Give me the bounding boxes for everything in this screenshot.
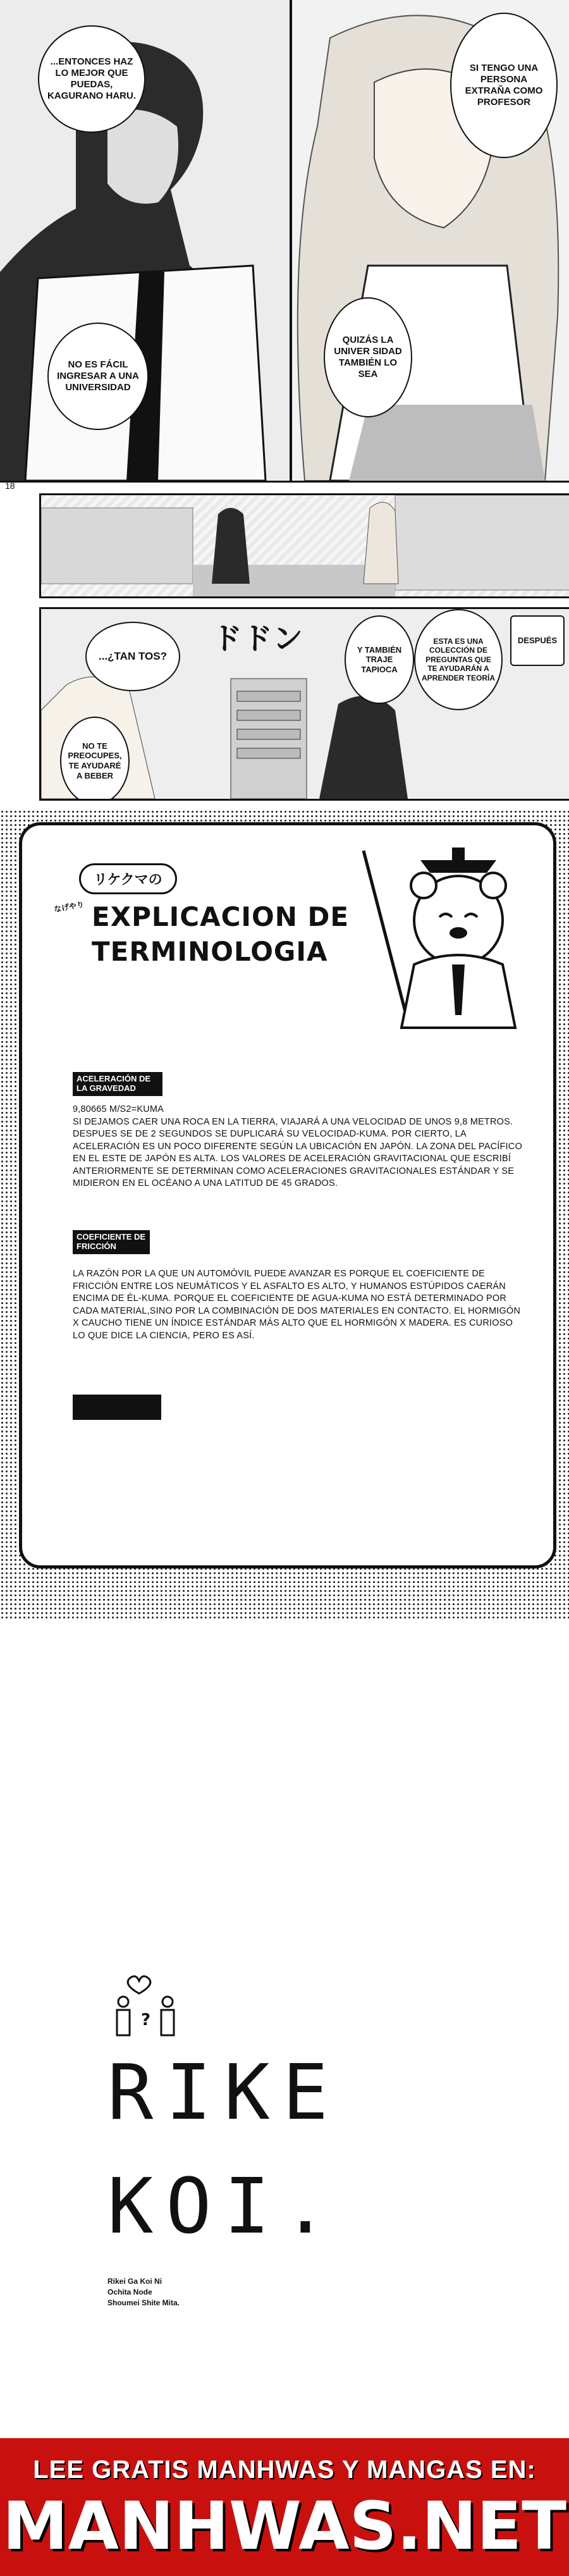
manga-panel-top-right (290, 0, 569, 483)
speech-bubble: DESPUÉS (510, 615, 565, 666)
manga-panel-top-left (0, 0, 291, 483)
promo-banner[interactable] (0, 2438, 569, 2576)
building-scene (41, 495, 569, 596)
logo-subtitle: Rikei Ga Koi Ni (107, 2277, 162, 2286)
glossary-badge: リケクマの (79, 863, 177, 894)
banner-site-link[interactable]: MANHWAS.NET (2, 2487, 567, 2565)
glossary-small-text: なげやり (53, 899, 85, 915)
speech-bubble: ...¿TAN TOS? (85, 622, 180, 691)
glossary-title-line1: EXPLICACION DE (92, 901, 350, 932)
logo-line1: RIKE (107, 2049, 341, 2137)
term-body-gravity: 9,80665 M/S2=KUMA SI DEJAMOS CAER UNA ROCA EN LA TIERRA, VIAJARÁ A UNA VELOCIDAD DE UNOS 9,8 METROS. DESPUES SE DE 2 SEGUNDOS SE DUPLICARÁ SU VELOCIDAD-KUMA. POR CIERTO, LA ACELERACIÓN ES UN POCO DIFERENTE SEGÚN LA UBICACIÓN EN JAPÓN. LA ZONA DEL PACÍFICO EN EL ESTE DE JAPÓN ES ALTA. LOS VALORES DE ACELERACIÓN GRAVITACIONAL QUE ESCRIBÍ ANTERIORMENTE SE DETERMINAN COMO ACELERACIONES GRAVITACIONALES ESTÁNDAR Y SE MIDIERON EN EL OCÉANO A UNA LATITUD DE 45 GRADOS. (73, 1104, 522, 1189)
logo-line2: KOI. (107, 2163, 341, 2251)
speech-bubble: SI TENGO UNA PERSONA EXTRAÑA COMO PROFESOR (450, 13, 558, 158)
speech-bubble: QUIZÁS LA UNIVER SIDAD TAMBIÉN LO SEA (324, 297, 412, 417)
manga-panel-wide-building (39, 493, 569, 598)
glossary-card (19, 822, 556, 1568)
speech-bubble: Y TAMBIÉN TRAJE TAPIOCA (345, 615, 414, 704)
speech-bubble: NO ES FÁCIL INGRESAR A UNA UNIVERSIDAD (47, 323, 149, 430)
speech-bubble: ESTA ES UNA COLECCIÓN DE PREGUNTAS QUE TE AYUDARÁN A APRENDER TEORÍA (414, 609, 503, 710)
speech-bubble: NO TE PREOCUPES, TE AYUDARÉ A BEBER (60, 717, 130, 801)
page-number: 18 (5, 481, 15, 491)
logo-subtitle: Ochita Node (107, 2288, 152, 2296)
sound-effect-text: ドドン (212, 621, 303, 656)
term-tag-friction: COEFICIENTE DE FRICCIÓN (73, 1230, 150, 1254)
speech-bubble: ...ENTONCES HAZ LO MEJOR QUE PUEDAS, KAGURANO HARU. (38, 25, 145, 133)
glossary-title-line2: TERMINOLOGIA (92, 936, 328, 967)
couple-icon (111, 1973, 187, 2037)
bear-mascot-icon (351, 838, 528, 1040)
svg-text:?: ? (141, 2011, 151, 2030)
term-body-friction: LA RAZÓN POR LA QUE UN AUTOMÓVIL PUEDE AVANZAR ES PORQUE EL COEFICIENTE DE FRICCIÓN ENTRE LOS NEUMÁTICOS Y EL ASFALTO ES ALTO, Y HUMANOS ESTÚPIDOS CAERÁN ENCIMA DE ÉL-KUMA. PORQUE EL COEFICIENTE DE AGUA-KUMA NO ESTÁ DETERMINADO POR CADA MATERIAL,SINO POR LA COMBINACIÓN DE DOS MATERIALES EN CONTACTO. EL HORMIGÓN X CAUCHO TIENE UN ÍNDICE ESTÁNDAR MÁS ALTO QUE EL HORMIGÓN X MADERA. ES CURIOSO LO QUE DICE LA CIENCIA, PERO ES ASÍ. (73, 1269, 521, 1341)
manga-panel-books (39, 607, 569, 801)
logo-subtitle: Shoumei Shite Mita. (107, 2298, 180, 2307)
term-tag-gravity: ACELERACIÓN DE LA GRAVEDAD (73, 1072, 162, 1096)
banner-line1: LEE GRATIS MANHWAS Y MANGAS EN: (33, 2456, 536, 2484)
redacted-bar (73, 1395, 161, 1420)
